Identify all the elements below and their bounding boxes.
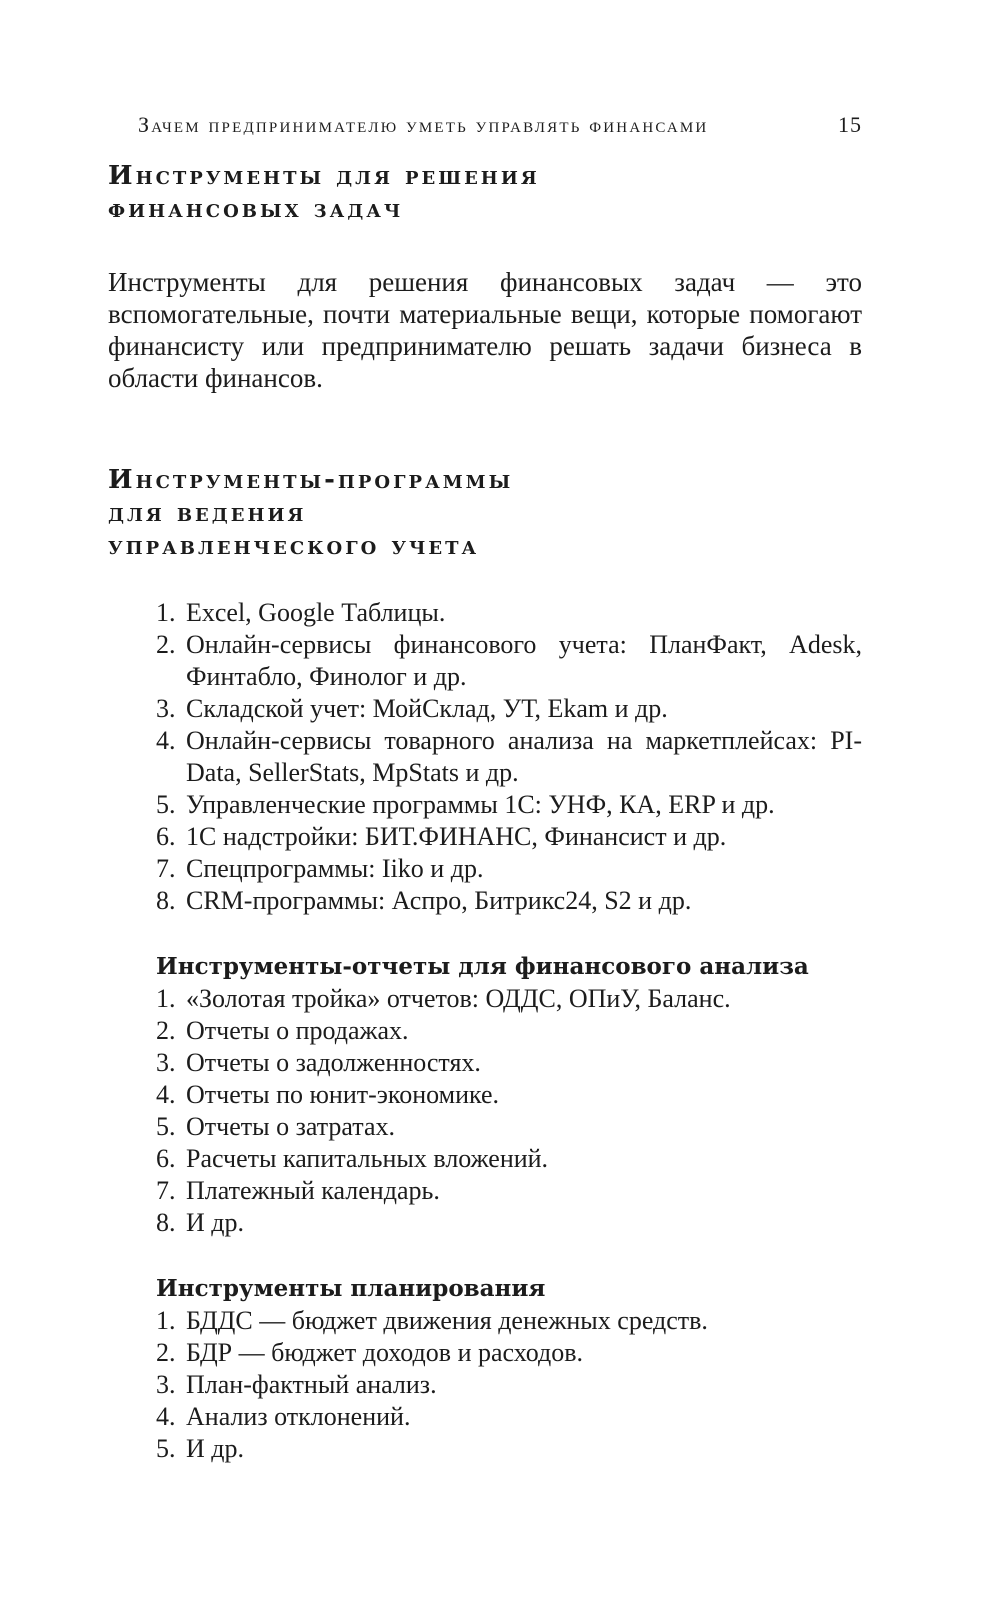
list-item <box>156 1079 862 1111</box>
item-text: План-фактный анализ. <box>186 1370 437 1399</box>
item-number: 5. <box>156 1112 176 1141</box>
item-number: 2. <box>156 1338 176 1367</box>
reports-list <box>108 983 862 1239</box>
item-number: 8. <box>156 1208 176 1237</box>
item-number: 4. <box>156 726 176 755</box>
item-text: Отчеты о задолженностях. <box>186 1048 481 1077</box>
item-number: 1. <box>156 598 176 627</box>
item-text: CRM-программы: Аспро, Битрикс24, S2 и др. <box>186 886 692 915</box>
running-head <box>138 112 862 138</box>
subheading-reports: Инструменты-отчеты для финансового анализа <box>156 953 809 980</box>
item-number: 7. <box>156 854 176 883</box>
planning-list <box>108 1305 862 1465</box>
item-number: 2. <box>156 630 176 659</box>
item-number: 2. <box>156 1016 176 1045</box>
item-number: 3. <box>156 1370 176 1399</box>
item-text: Отчеты по юнит-экономике. <box>186 1080 500 1109</box>
heading-line: для ведения <box>108 498 307 528</box>
list-item <box>156 983 862 1015</box>
list-item <box>156 725 862 789</box>
heading-line: управленческого учета <box>108 531 480 561</box>
item-text: Отчеты о продажах. <box>186 1016 409 1045</box>
item-number: 4. <box>156 1080 176 1109</box>
item-number: 4. <box>156 1402 176 1431</box>
item-number: 1. <box>156 984 176 1013</box>
list-item <box>156 597 862 629</box>
item-number: 5. <box>156 790 176 819</box>
list-item <box>156 789 862 821</box>
item-number: 1. <box>156 1306 176 1335</box>
item-text: Excel, Google Таблицы. <box>186 598 446 627</box>
programs-list <box>108 597 862 917</box>
list-item <box>156 821 862 853</box>
item-number: 3. <box>156 694 176 723</box>
item-text: Складской учет: МойСклад, УТ, Ekam и др. <box>186 694 668 723</box>
page-number: 15 <box>838 112 862 137</box>
item-number: 6. <box>156 822 176 851</box>
heading-line: финансовых задач <box>108 194 404 224</box>
item-number: 5. <box>156 1434 176 1463</box>
item-text: Онлайн-сервисы финансового учета: ПланФакт, Adesk, Финтабло, Финолог и др. <box>186 630 862 691</box>
item-text: И др. <box>186 1208 245 1237</box>
item-number: 7. <box>156 1176 176 1205</box>
item-text: 1С надстройки: БИТ.ФИНАНС, Финансист и др. <box>186 822 727 851</box>
heading-line: Инструменты-программы <box>108 465 514 495</box>
list-item <box>156 1305 862 1337</box>
list-item <box>156 1337 862 1369</box>
list-item <box>156 1369 862 1401</box>
list-item <box>156 885 862 917</box>
item-text: Расчеты капитальных вложений. <box>186 1144 549 1173</box>
item-text: Отчеты о затратах. <box>186 1112 395 1141</box>
item-text: Спецпрограммы: Iiko и др. <box>186 854 484 883</box>
item-text: БДДС — бюджет движения денежных средств. <box>186 1306 708 1335</box>
list-item <box>156 1433 862 1465</box>
item-text: Анализ отклонений. <box>186 1402 411 1431</box>
page-content <box>108 160 862 1465</box>
item-text: Управленческие программы 1С: УНФ, КА, ERP и др. <box>186 790 775 819</box>
list-item <box>156 1111 862 1143</box>
intro-paragraph: Инструменты для решения финансовых задач — это вспомогательные, почти материальные вещи, которые помогают финансисту или предпринимателю решать задачи бизнеса в области финансов. <box>108 267 862 393</box>
list-item <box>156 1047 862 1079</box>
subheading-planning: Инструменты планирования <box>156 1275 546 1302</box>
list-item <box>156 629 862 693</box>
item-number: 3. <box>156 1048 176 1077</box>
item-number: 8. <box>156 886 176 915</box>
heading-line: Инструменты для решения <box>108 161 540 191</box>
list-item <box>156 1401 862 1433</box>
section-heading-programs <box>108 464 862 563</box>
section-heading-tools <box>108 160 862 226</box>
item-text: И др. <box>186 1434 245 1463</box>
list-item <box>156 1175 862 1207</box>
list-item <box>156 1143 862 1175</box>
list-item <box>156 693 862 725</box>
item-number: 6. <box>156 1144 176 1173</box>
item-text: Онлайн-сервисы товарного анализа на маркетплейсах: PI-Data, SellerStats, MpStats и др. <box>186 726 862 787</box>
item-text: БДР — бюджет доходов и расходов. <box>186 1338 583 1367</box>
item-text: Платежный календарь. <box>186 1176 440 1205</box>
list-item <box>156 1207 862 1239</box>
list-item <box>156 1015 862 1047</box>
list-item <box>156 853 862 885</box>
item-text: «Золотая тройка» отчетов: ОДДС, ОПиУ, Баланс. <box>186 984 731 1013</box>
running-head-title: Зачем предпринимателю уметь управлять финансами <box>138 112 709 137</box>
